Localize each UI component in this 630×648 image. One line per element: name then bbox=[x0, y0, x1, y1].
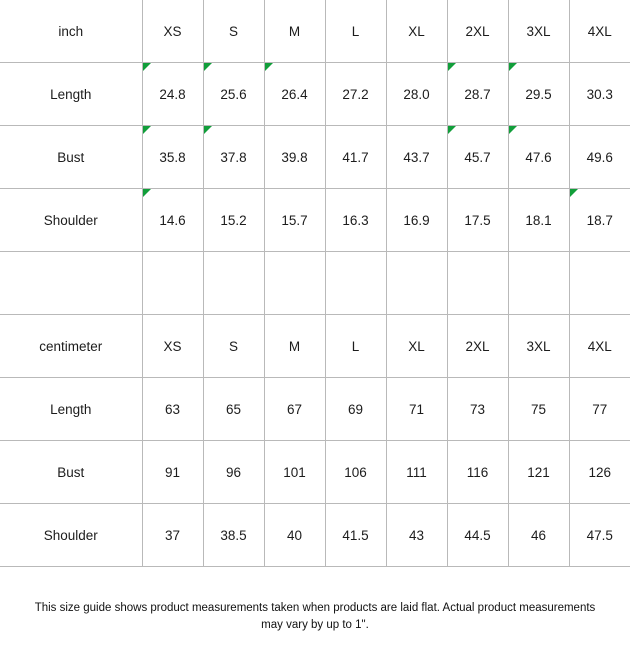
inch-shoulder-xs: 14.6 bbox=[142, 189, 203, 252]
spacer-cell bbox=[264, 252, 325, 315]
footnote-line-2: may vary by up to 1". bbox=[261, 619, 369, 631]
corner-marker-icon bbox=[509, 63, 517, 71]
cm-size-3xl: 3XL bbox=[508, 315, 569, 378]
corner-marker-icon bbox=[448, 63, 456, 71]
cm-shoulder-m: 40 bbox=[264, 504, 325, 567]
inch-size-4xl: 4XL bbox=[569, 0, 630, 63]
table-row bbox=[0, 378, 630, 441]
cm-bust-xl: 111 bbox=[386, 441, 447, 504]
inch-row-label-bust: Bust bbox=[0, 126, 142, 189]
corner-marker-icon bbox=[204, 126, 212, 134]
cm-length-4xl: 77 bbox=[569, 378, 630, 441]
inch-bust-l: 41.7 bbox=[325, 126, 386, 189]
inch-shoulder-4xl: 18.7 bbox=[569, 189, 630, 252]
spacer-cell bbox=[325, 252, 386, 315]
inch-row-label-length: Length bbox=[0, 63, 142, 126]
inch-size-xs: XS bbox=[142, 0, 203, 63]
cm-size-xl: XL bbox=[386, 315, 447, 378]
table-row bbox=[0, 189, 630, 252]
spacer-cell bbox=[0, 252, 142, 315]
cm-size-2xl: 2XL bbox=[447, 315, 508, 378]
inch-size-s: S bbox=[203, 0, 264, 63]
inch-length-xl: 28.0 bbox=[386, 63, 447, 126]
cm-size-xs: XS bbox=[142, 315, 203, 378]
corner-marker-icon bbox=[509, 126, 517, 134]
inch-shoulder-l: 16.3 bbox=[325, 189, 386, 252]
table-spacer-row bbox=[0, 252, 630, 315]
corner-marker-icon bbox=[448, 126, 456, 134]
cm-row-label-bust: Bust bbox=[0, 441, 142, 504]
inch-shoulder-xl: 16.9 bbox=[386, 189, 447, 252]
cm-size-4xl: 4XL bbox=[569, 315, 630, 378]
size-guide-footnote bbox=[0, 600, 630, 634]
cm-size-m: M bbox=[264, 315, 325, 378]
corner-marker-icon bbox=[265, 63, 273, 71]
table-row-inch-header bbox=[0, 0, 630, 63]
cm-size-s: S bbox=[203, 315, 264, 378]
spacer-cell bbox=[569, 252, 630, 315]
cm-length-m: 67 bbox=[264, 378, 325, 441]
inch-bust-xl: 43.7 bbox=[386, 126, 447, 189]
cm-shoulder-xs: 37 bbox=[142, 504, 203, 567]
inch-length-3xl: 29.5 bbox=[508, 63, 569, 126]
table-row bbox=[0, 63, 630, 126]
spacer-cell bbox=[386, 252, 447, 315]
table-row-cm-header bbox=[0, 315, 630, 378]
inch-size-l: L bbox=[325, 0, 386, 63]
cm-length-l: 69 bbox=[325, 378, 386, 441]
cm-bust-l: 106 bbox=[325, 441, 386, 504]
cm-bust-4xl: 126 bbox=[569, 441, 630, 504]
cm-shoulder-l: 41.5 bbox=[325, 504, 386, 567]
cm-bust-3xl: 121 bbox=[508, 441, 569, 504]
inch-shoulder-2xl: 17.5 bbox=[447, 189, 508, 252]
corner-marker-icon bbox=[204, 63, 212, 71]
corner-marker-icon bbox=[143, 63, 151, 71]
spacer-cell bbox=[508, 252, 569, 315]
footnote-line-1: This size guide shows product measurements taken when products are laid flat. Actual product measurements bbox=[34, 602, 596, 614]
spacer-cell bbox=[142, 252, 203, 315]
inch-bust-3xl: 47.6 bbox=[508, 126, 569, 189]
cm-size-l: L bbox=[325, 315, 386, 378]
inch-length-4xl: 30.3 bbox=[569, 63, 630, 126]
inch-size-xl: XL bbox=[386, 0, 447, 63]
cm-length-2xl: 73 bbox=[447, 378, 508, 441]
inch-bust-4xl: 49.6 bbox=[569, 126, 630, 189]
cm-length-s: 65 bbox=[203, 378, 264, 441]
inch-length-s: 25.6 bbox=[203, 63, 264, 126]
inch-bust-s: 37.8 bbox=[203, 126, 264, 189]
spacer-cell bbox=[447, 252, 508, 315]
corner-marker-icon bbox=[143, 189, 151, 197]
inch-shoulder-m: 15.7 bbox=[264, 189, 325, 252]
inch-unit-label: inch bbox=[0, 0, 142, 63]
cm-shoulder-3xl: 46 bbox=[508, 504, 569, 567]
inch-bust-2xl: 45.7 bbox=[447, 126, 508, 189]
inch-row-label-shoulder: Shoulder bbox=[0, 189, 142, 252]
cm-row-label-shoulder: Shoulder bbox=[0, 504, 142, 567]
cm-bust-s: 96 bbox=[203, 441, 264, 504]
cm-shoulder-4xl: 47.5 bbox=[569, 504, 630, 567]
cm-length-xs: 63 bbox=[142, 378, 203, 441]
inch-size-m: M bbox=[264, 0, 325, 63]
inch-bust-m: 39.8 bbox=[264, 126, 325, 189]
inch-length-m: 26.4 bbox=[264, 63, 325, 126]
cm-unit-label: centimeter bbox=[0, 315, 142, 378]
cm-bust-2xl: 116 bbox=[447, 441, 508, 504]
cm-shoulder-2xl: 44.5 bbox=[447, 504, 508, 567]
table-row bbox=[0, 441, 630, 504]
cm-shoulder-xl: 43 bbox=[386, 504, 447, 567]
cm-bust-m: 101 bbox=[264, 441, 325, 504]
cm-bust-xs: 91 bbox=[142, 441, 203, 504]
table-row bbox=[0, 126, 630, 189]
inch-size-3xl: 3XL bbox=[508, 0, 569, 63]
cm-row-label-length: Length bbox=[0, 378, 142, 441]
inch-shoulder-s: 15.2 bbox=[203, 189, 264, 252]
inch-length-l: 27.2 bbox=[325, 63, 386, 126]
inch-length-2xl: 28.7 bbox=[447, 63, 508, 126]
corner-marker-icon bbox=[143, 126, 151, 134]
inch-size-2xl: 2XL bbox=[447, 0, 508, 63]
inch-shoulder-3xl: 18.1 bbox=[508, 189, 569, 252]
inch-length-xs: 24.8 bbox=[142, 63, 203, 126]
spacer-cell bbox=[203, 252, 264, 315]
cm-shoulder-s: 38.5 bbox=[203, 504, 264, 567]
corner-marker-icon bbox=[570, 189, 578, 197]
inch-bust-xs: 35.8 bbox=[142, 126, 203, 189]
table-row bbox=[0, 504, 630, 567]
cm-length-3xl: 75 bbox=[508, 378, 569, 441]
cm-length-xl: 71 bbox=[386, 378, 447, 441]
